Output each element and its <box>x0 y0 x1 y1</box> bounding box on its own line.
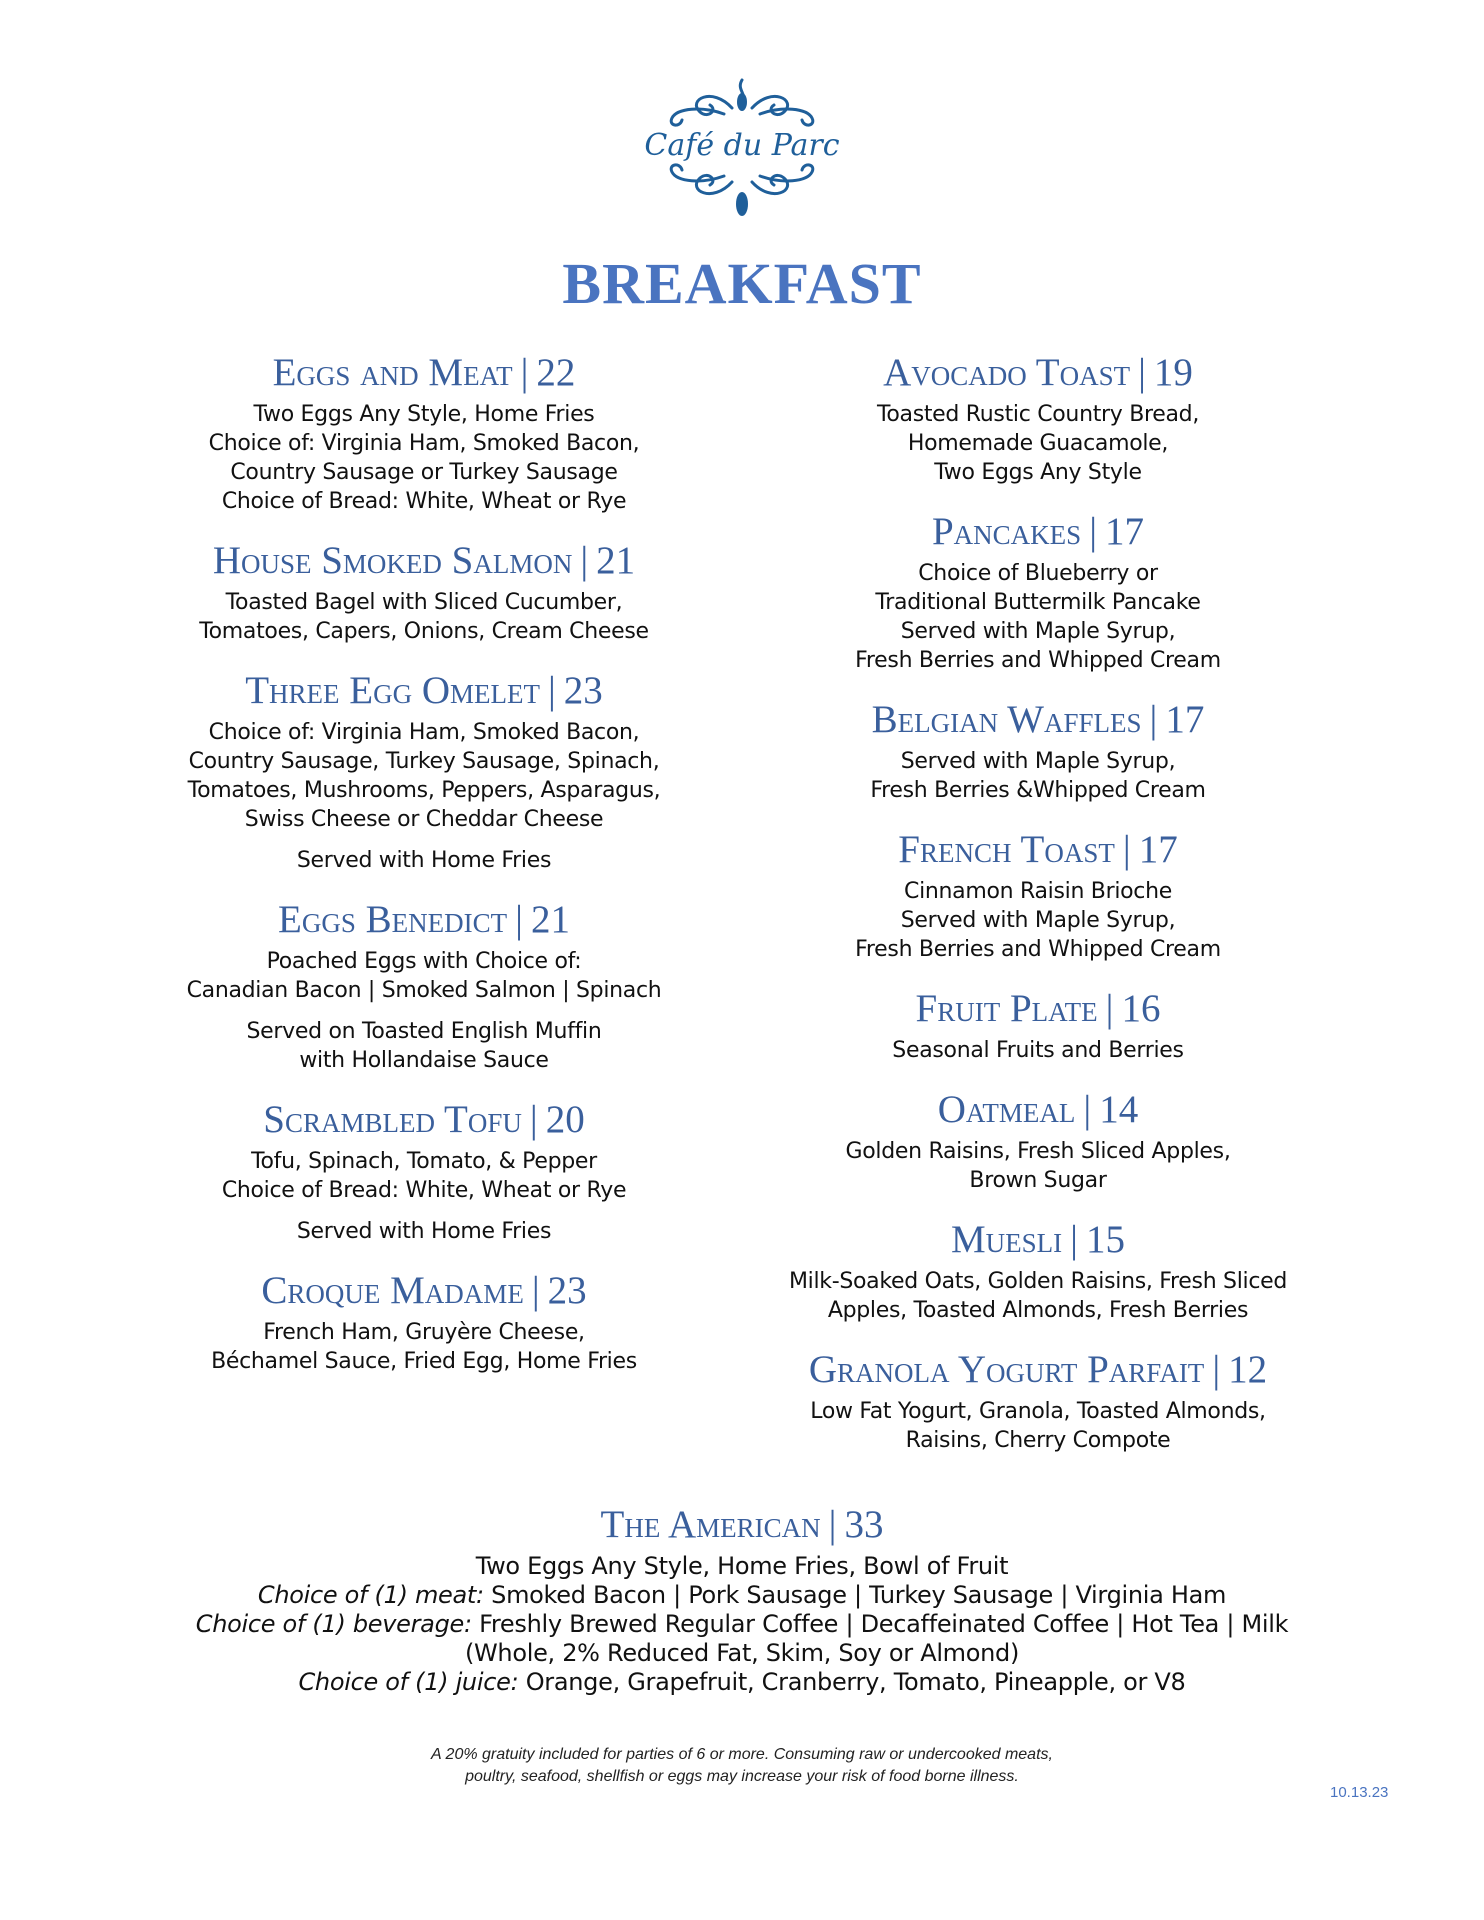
menu-item-description: Canadian Bacon | Smoked Salmon | Spinach <box>186 978 662 1003</box>
menu-item-description: Choice of Blueberry or <box>918 561 1158 586</box>
menu-item-description: Golden Raisins, Fresh Sliced Apples, <box>845 1139 1231 1164</box>
menu-item-name: Oatmeal <box>937 1088 1076 1131</box>
menu-item-description: Swiss Cheese or Cheddar Cheese <box>244 807 604 832</box>
menu-item-name: French Toast <box>898 828 1115 871</box>
menu-item-price: 21 <box>530 898 570 941</box>
menu-item-price: 21 <box>596 539 636 582</box>
menu-item-name: House Smoked Salmon <box>212 539 573 582</box>
menu-item-description: Raisins, Cherry Compote <box>905 1428 1171 1453</box>
menu-item-name: Belgian Waffles <box>871 698 1142 741</box>
menu-item <box>124 1097 724 1246</box>
menu-item-name: Three Egg Omelet <box>245 669 540 712</box>
menu-item-heading: Granola Yogurt Parfait | 12 <box>808 1348 1268 1391</box>
menu-item-description: Tofu, Spinach, Tomato, & Pepper <box>251 1149 597 1174</box>
menu-item-description: Seasonal Fruits and Berries <box>892 1038 1184 1063</box>
menu-item-price: 20 <box>545 1098 585 1141</box>
menu-item-note: Served on Toasted English Muffin <box>246 1019 602 1044</box>
menu-item-heading: House Smoked Salmon | 21 <box>212 539 636 582</box>
menu-item-name: Muesli <box>951 1218 1063 1261</box>
menu-item-heading: Fruit Plate | 16 <box>915 987 1161 1030</box>
menu-item <box>738 697 1338 805</box>
menu-item-heading: Scrambled Tofu | 20 <box>263 1098 585 1141</box>
menu-item-name: Granola Yogurt Parfait <box>808 1348 1205 1391</box>
menu-item-description: Choice of Bread: White, Wheat or Rye <box>221 489 627 514</box>
american-beverage: Choice of (1) beverage: Freshly Brewed Regular Coffee | Decaffeinated Coffee | Hot Tea | Milk <box>195 1610 1289 1638</box>
menu-item <box>738 509 1338 675</box>
menu-item-price: 16 <box>1121 987 1161 1030</box>
menu-item <box>738 350 1338 487</box>
menu-item-price: 17 <box>1105 510 1144 553</box>
menu-item-description: Poached Eggs with Choice of: <box>266 949 582 974</box>
menu-item-price: 12 <box>1228 1348 1268 1391</box>
american-meat: Choice of (1) meat: Smoked Bacon | Pork Sausage | Turkey Sausage | Virginia Ham <box>257 1581 1227 1609</box>
menu-item-price: 14 <box>1099 1088 1139 1131</box>
menu-item-price: 17 <box>1138 828 1178 871</box>
menu-item-heading: Oatmeal | 14 <box>937 1088 1139 1131</box>
menu-item-heading: Avocado Toast | 19 <box>883 351 1193 394</box>
menu-item-description: Fresh Berries and Whipped Cream <box>855 937 1221 962</box>
menu-item-note: Served with Home Fries <box>296 848 552 873</box>
menu-item <box>738 1347 1338 1455</box>
right-menu-column <box>738 350 1338 1477</box>
menu-item-name: Fruit Plate <box>915 987 1098 1030</box>
menu-item-note: with Hollandaise Sauce <box>299 1048 549 1073</box>
menu-item-description: Country Sausage, Turkey Sausage, Spinach, <box>188 749 660 774</box>
menu-item-price: 23 <box>547 1269 587 1312</box>
menu-item-price: 33 <box>844 1503 884 1546</box>
menu-item-heading: Muesli | 15 <box>951 1218 1125 1261</box>
menu-item-name: Eggs Benedict <box>278 898 508 941</box>
menu-item <box>738 1087 1338 1195</box>
logo-text: Café du Parc <box>644 128 840 163</box>
menu-item-description: Served with Maple Syrup, <box>900 908 1176 933</box>
menu-item <box>124 538 724 646</box>
page-title: BREAKFAST <box>562 251 922 316</box>
menu-item-price: 19 <box>1153 351 1193 394</box>
left-menu-column <box>124 350 724 1398</box>
menu-item-price: 23 <box>563 669 603 712</box>
menu-item-description: Tomatoes, Mushrooms, Peppers, Asparagus, <box>187 778 661 803</box>
menu-item <box>124 1268 724 1376</box>
american-beverage-detail: (Whole, 2% Reduced Fat, Skim, Soy or Almond) <box>464 1639 1020 1667</box>
menu-item-description: Country Sausage or Turkey Sausage <box>230 460 618 485</box>
menu-item <box>124 668 724 875</box>
menu-item-description: Homemade Guacamole, <box>907 431 1169 456</box>
menu-item-heading: Eggs Benedict | 21 <box>278 898 570 941</box>
menu-item-description: Low Fat Yogurt, Granola, Toasted Almonds, <box>810 1399 1266 1424</box>
menu-item-description: Apples, Toasted Almonds, Fresh Berries <box>827 1298 1249 1323</box>
menu-item-description: Served with Maple Syrup, <box>900 619 1176 644</box>
menu-item-description: Served with Maple Syrup, <box>900 749 1176 774</box>
menu-item-price: 17 <box>1165 698 1205 741</box>
menu-item-description: Toasted Bagel with Sliced Cucumber, <box>225 590 623 615</box>
menu-item-name: Avocado Toast <box>883 351 1131 394</box>
menu-item-name: Pancakes <box>931 510 1082 553</box>
menu-item-heading: Eggs and Meat | 22 <box>272 351 576 394</box>
menu-item-description: Two Eggs Any Style, Home Fries <box>253 402 595 427</box>
menu-date: 10.13.23 <box>1330 1784 1389 1801</box>
menu-item-description: Choice of: Virginia Ham, Smoked Bacon, <box>208 720 640 745</box>
menu-item <box>124 897 724 1075</box>
american-line: Two Eggs Any Style, Home Fries, Bowl of Fruit <box>475 1552 1009 1580</box>
menu-item <box>124 350 724 516</box>
menu-item-description: Cinnamon Raisin Brioche <box>904 879 1172 904</box>
menu-item-heading: French Toast | 17 <box>898 828 1178 871</box>
menu-item-heading: Croque Madame | 23 <box>261 1269 587 1312</box>
menu-item-name: Eggs and Meat <box>272 351 513 394</box>
menu-item-description: Toasted Rustic Country Bread, <box>876 402 1200 427</box>
menu-item-description: Fresh Berries &Whipped Cream <box>870 778 1206 803</box>
menu-item <box>738 827 1338 964</box>
menu-item-name: Scrambled Tofu <box>263 1098 522 1141</box>
menu-item-name: The American <box>600 1503 821 1546</box>
menu-item-note: Served with Home Fries <box>296 1219 552 1244</box>
menu-item-description: Brown Sugar <box>969 1168 1107 1193</box>
menu-item-description: Tomatoes, Capers, Onions, Cream Cheese <box>199 619 649 644</box>
menu-item-heading: Belgian Waffles | 17 <box>871 698 1205 741</box>
menu-item-description: Béchamel Sauce, Fried Egg, Home Fries <box>211 1349 637 1374</box>
menu-item-heading: Pancakes | 17 <box>931 510 1144 553</box>
menu-item <box>738 1217 1338 1325</box>
menu-item-price: 22 <box>536 351 576 394</box>
menu-item-price: 15 <box>1085 1218 1125 1261</box>
american-juice: Choice of (1) juice: Orange, Grapefruit, Cranberry, Tomato, Pineapple, or V8 <box>298 1668 1186 1696</box>
menu-item-description: Milk-Soaked Oats, Golden Raisins, Fresh Sliced <box>788 1269 1288 1294</box>
menu-item-description: French Ham, Gruyère Cheese, <box>263 1320 585 1345</box>
american-item <box>0 1502 1484 1697</box>
menu-item-heading: The American | 33 <box>600 1503 884 1546</box>
menu-item <box>738 986 1338 1065</box>
menu-item-description: Choice of Bread: White, Wheat or Rye <box>221 1178 627 1203</box>
menu-item-description: Fresh Berries and Whipped Cream <box>855 648 1221 673</box>
menu-item-description: Two Eggs Any Style <box>934 460 1142 485</box>
menu-item-name: Croque Madame <box>261 1269 524 1312</box>
menu-item-heading: Three Egg Omelet | 23 <box>245 669 603 712</box>
menu-item-description: Choice of: Virginia Ham, Smoked Bacon, <box>208 431 640 456</box>
menu-item-description: Traditional Buttermilk Pancake <box>875 590 1201 615</box>
cafe-logo <box>632 72 852 232</box>
disclaimer: A 20% gratuity included for parties of 6 or more. Consuming raw or undercooked meats, poultry, seafood, shellfish or eggs may increase your risk of food borne illness. <box>431 1746 1053 1785</box>
